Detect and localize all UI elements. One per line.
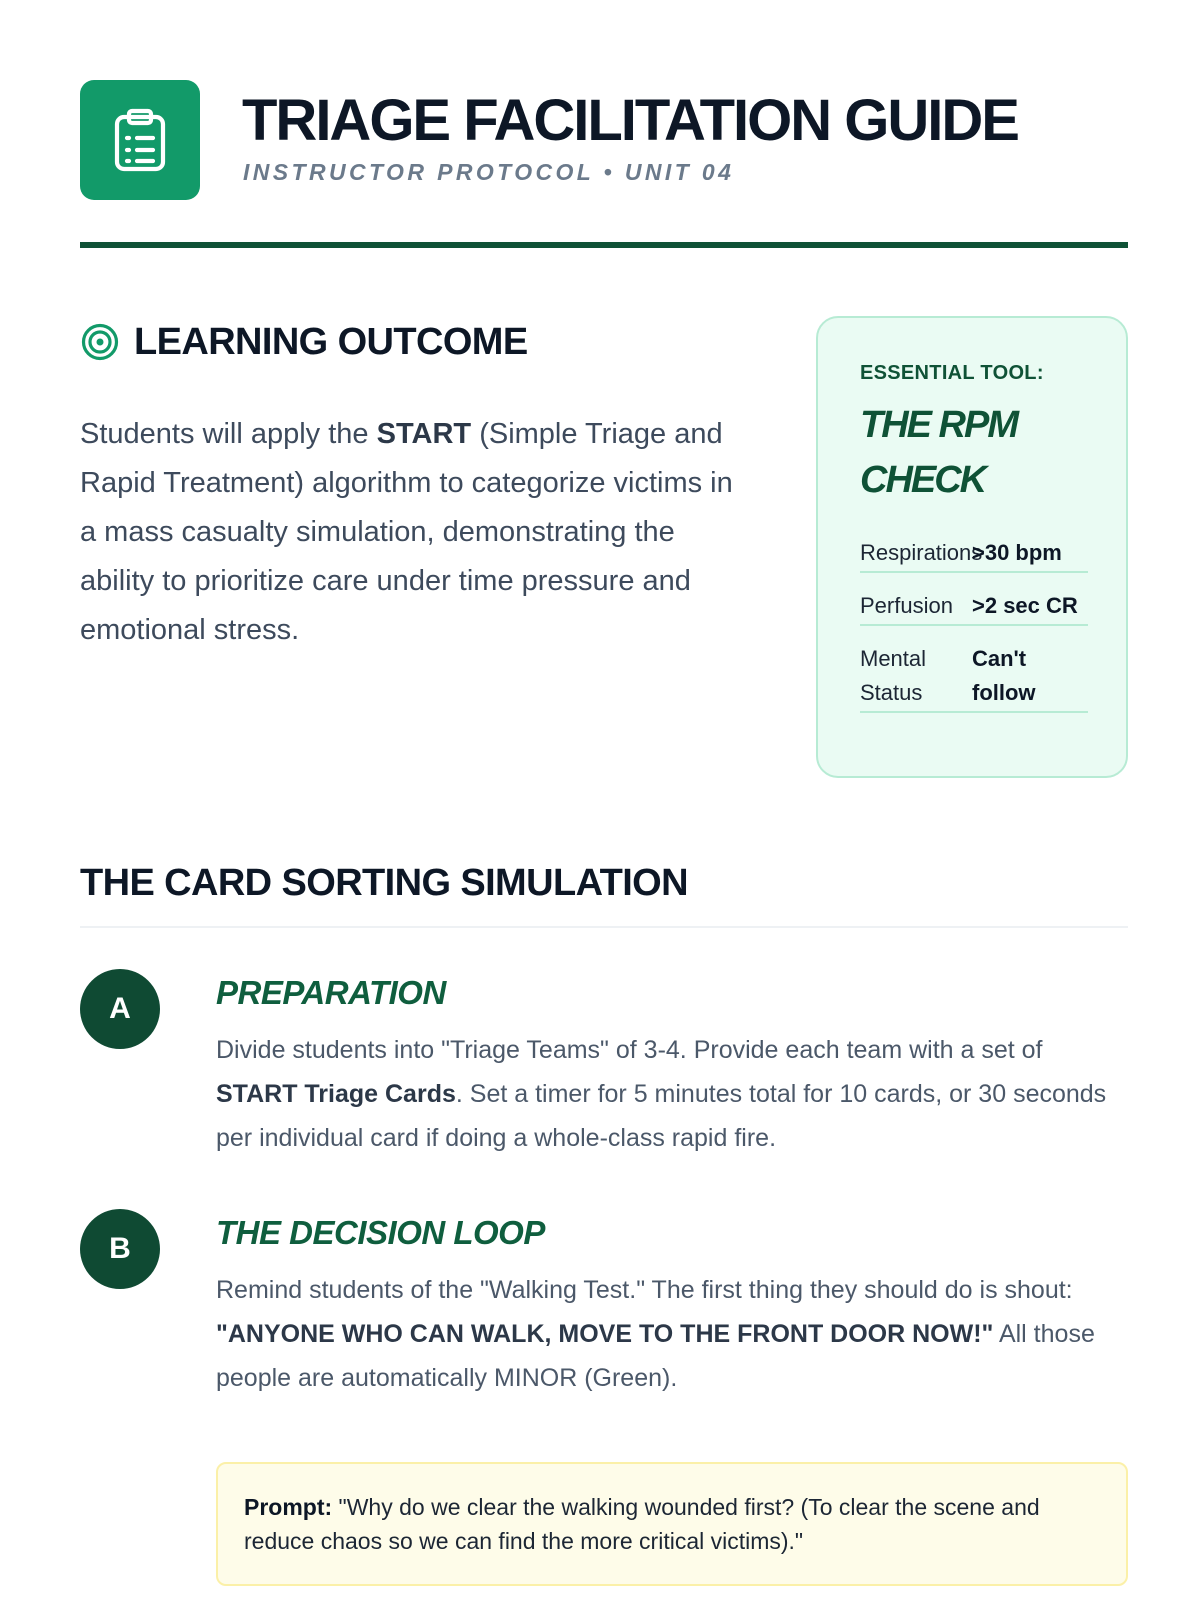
page-title: TRIAGE FACILITATION GUIDE [242,88,1018,153]
essential-tool-card [816,316,1128,778]
rpm-row-perfusion [860,585,1088,626]
simulation-title: THE CARD SORTING SIMULATION [80,862,688,904]
rpm-row-respirations [860,532,1088,573]
rpm-key: Perfusion [860,593,953,618]
target-icon [80,322,120,362]
page-subtitle: INSTRUCTOR PROTOCOL • UNIT 04 [243,159,735,185]
rpm-table [860,532,1088,713]
header-divider [80,242,1128,248]
step-title-decision-loop: THE DECISION LOOP [216,1214,545,1251]
rpm-value: >2 sec CR [972,593,1078,618]
prompt-callout [216,1462,1128,1586]
essential-tool-title: THE RPM CHECK [860,404,1017,501]
step-text-decision-loop: Remind students of the "Walking Test." The first thing they should do is shout: "ANYONE WHO CAN WALK, MOVE TO THE FRONT DOOR NOW!" All those people are automatically MINOR (Green). [216,1276,1095,1392]
essential-tool-label: ESSENTIAL TOOL: [860,362,1044,384]
step-emphasis: START Triage Cards [216,1080,456,1108]
start-emphasis: START [376,418,472,450]
step-badge-b: B [80,1209,160,1289]
step-badge-a: A [80,969,160,1049]
learning-outcome-text: Students will apply the START (Simple Triage and Rapid Treatment) algorithm to categorize victims in a mass casualty simulation, demonstrating the ability to prioritize care under time pressure and emotional stress. [80,418,733,646]
rpm-value: Can't follow [972,646,1036,705]
prompt-label: Prompt: [244,1494,333,1520]
step-text-preparation: Divide students into "Triage Teams" of 3-4. Provide each team with a set of START Triage Cards. Set a timer for 5 minutes total for 10 cards, or 30 seconds per individual card if doing a whole-class rapid fire. [216,1036,1107,1152]
step-title-preparation: PREPARATION [216,974,446,1011]
rpm-row-mental-status [860,638,1088,713]
learning-outcome-title: LEARNING OUTCOME [134,320,528,363]
prompt-text: "Why do we clear the walking wounded first? (To clear the scene and reduce chaos so we can find the more critical victims)." [244,1494,1040,1554]
clipboard-icon [80,80,200,200]
learning-outcome-heading [80,320,528,364]
rpm-key: Respirations [860,540,983,565]
rpm-key: Mental Status [860,646,927,705]
simulation-divider [80,926,1128,928]
step-emphasis: "ANYONE WHO CAN WALK, MOVE TO THE FRONT DOOR NOW!" [216,1320,994,1348]
rpm-value: >30 bpm [972,540,1062,565]
page-header [80,80,1128,202]
